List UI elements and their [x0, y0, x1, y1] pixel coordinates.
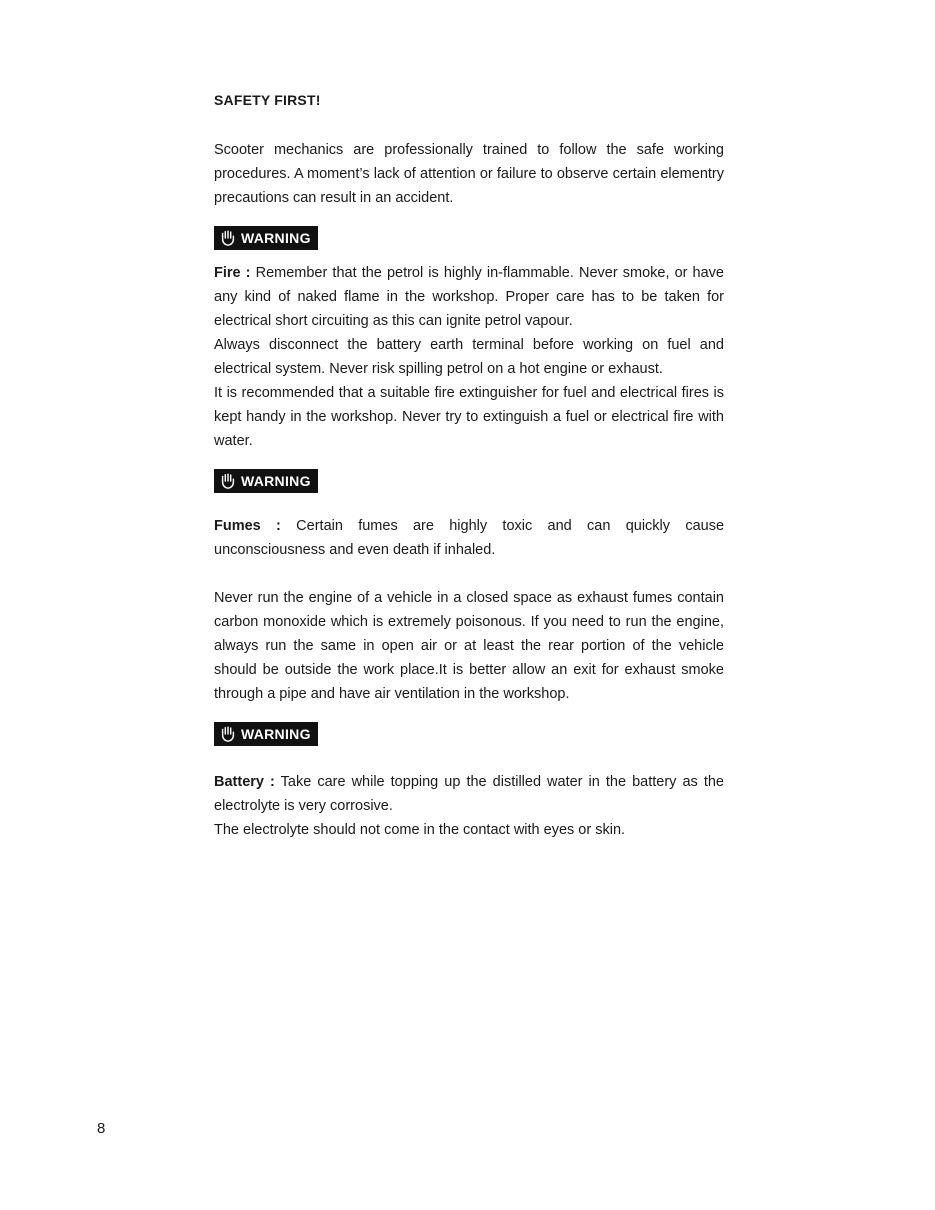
- page-number: 8: [97, 1120, 106, 1137]
- hand-icon: [219, 229, 237, 247]
- fire-text-3: It is recommended that a suitable fire extinguisher for fuel and electrical fires is kept handy in the workshop. Never try to extinguish a fuel or electrical fire with water.: [214, 385, 724, 449]
- warning-label: WARNING: [241, 726, 311, 742]
- hand-icon: [219, 725, 237, 743]
- fumes-text-1: Certain fumes are highly toxic and can quickly cause unconsciousness and even death if inhaled.: [214, 518, 725, 558]
- hand-icon: [219, 472, 237, 490]
- fire-label: Fire :: [214, 265, 251, 281]
- page-title: SAFETY FIRST!: [214, 92, 321, 108]
- page-content: [214, 92, 724, 842]
- battery-text-2: The electrolyte should not come in the contact with eyes or skin.: [214, 822, 626, 838]
- fumes-label: Fumes :: [214, 518, 281, 534]
- warning-badge-battery: [214, 722, 318, 746]
- fire-text-1: Remember that the petrol is highly in-flammable. Never smoke, or have any kind of naked flame in the workshop. Proper care has to be taken for electrical short circuiting as this can ignite petrol vapour.: [214, 265, 724, 329]
- fire-paragraph: [214, 261, 724, 333]
- battery-label: Battery :: [214, 774, 275, 790]
- warning-badge-fire: [214, 226, 318, 250]
- intro-paragraph: Scooter mechanics are professionally trained to follow the safe working procedures. A moment’s lack of attention or failure to observe certain elementry precautions can result in an accident.: [214, 142, 724, 206]
- warning-badge-fumes: [214, 469, 318, 493]
- fumes-paragraph: [214, 514, 724, 562]
- fumes-text-2: Never run the engine of a vehicle in a closed space as exhaust fumes contain carbon monoxide which is extremely poisonous. If you need to run the engine, always run the same in open air or at least the rear portion of the vehicle should be outside the work place.It is better allow an exit for exhaust smoke through a pipe and have air ventilation in the workshop.: [214, 590, 724, 702]
- warning-label: WARNING: [241, 230, 311, 246]
- battery-text-1: Take care while topping up the distilled water in the battery as the electrolyte is very corrosive.: [214, 774, 724, 814]
- battery-paragraph: [214, 770, 724, 818]
- warning-label: WARNING: [241, 473, 311, 489]
- fire-text-2: Always disconnect the battery earth terminal before working on fuel and electrical system. Never risk spilling petrol on a hot engine or exhaust.: [214, 337, 724, 377]
